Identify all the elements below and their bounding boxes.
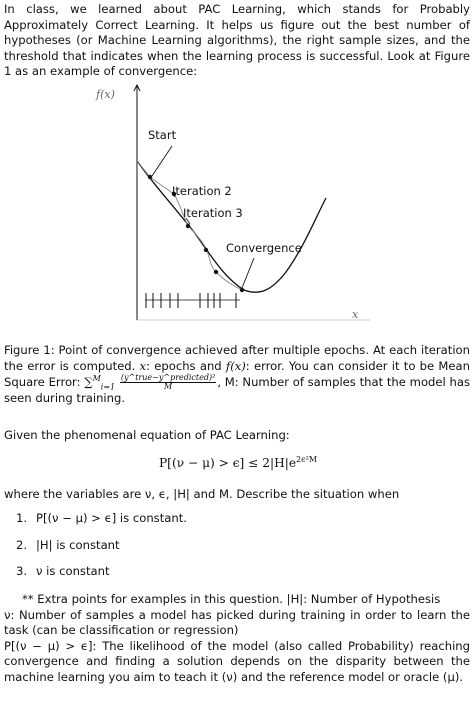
question-list [16,505,187,585]
x-axis-label: x [352,308,359,321]
epoch-ticks [145,293,240,308]
loss-curve [138,162,326,292]
extra-line-likelihood: P[(ν − μ) > ϵ]: The likelihood of the model (also called Probability) reaching convergence and finding a solution depends on the disparity between the machine learning you aim to teach it (ν) and the reference model or oracle (μ). [4,638,470,684]
list-item: 1. P[(ν − μ) > ϵ] is constant. [16,511,187,525]
pac-equation: $P[(\nu - \mu) > \epsilon] \le 2|H|e^{2\epsilon^2M}$ [158,454,318,470]
extra-notes [4,592,470,686]
label-iteration-2: Iteration 2 [172,184,232,198]
where-text: where the variables are ν, ϵ, |H| and M. Describe the situation when [4,487,400,501]
extra-line-hypothesis: ** Extra points for examples in this question. |H|: Number of Hypothesis [22,592,441,606]
label-convergence: Convergence [226,241,302,255]
convergence-figure [90,82,390,322]
figure-caption: Figure 1: Point of convergence achieved after multiple epochs. At each iteration the error is computed. x: epochs and f(x): error. You can consider it to be Mean Square Error: ∑$^M_{i=1}$ $\frac{\text{(y\textasciicircum{}true−y\textasciicircum{}predicted)²}}{M}$ , M: Number of samples that the model has seen during training. [4,343,470,406]
sum-symbol: ∑ [84,375,93,390]
intro-paragraph: In class, we learned about PAC Learning, which stands for Probably Approximately Correct Learning. It helps us figure out the best number of hypotheses (or Machine Learning algorithms), the right sample sizes, and the threshold that indicates when the learning process is successful. Look at Figure 1 as an example of convergence: [4,2,470,79]
label-iteration-3: Iteration 3 [183,206,243,220]
mse-fraction: $\frac{\text{(y\textasciicircum{}true−y\textasciicircum{}predicted)²}}{M}$ [120,373,216,392]
y-axis-label: f(x) [96,88,115,101]
list-item: 3. ν is constant [16,564,110,578]
extra-line-samples: ν: Number of samples a model has picked during training in order to learn the task (can be classification or regression) [4,607,470,638]
label-start: Start [148,128,177,142]
list-item: 2. |H| is constant [16,537,120,552]
given-text: Given the phenomenal equation of PAC Learning: [4,428,290,442]
